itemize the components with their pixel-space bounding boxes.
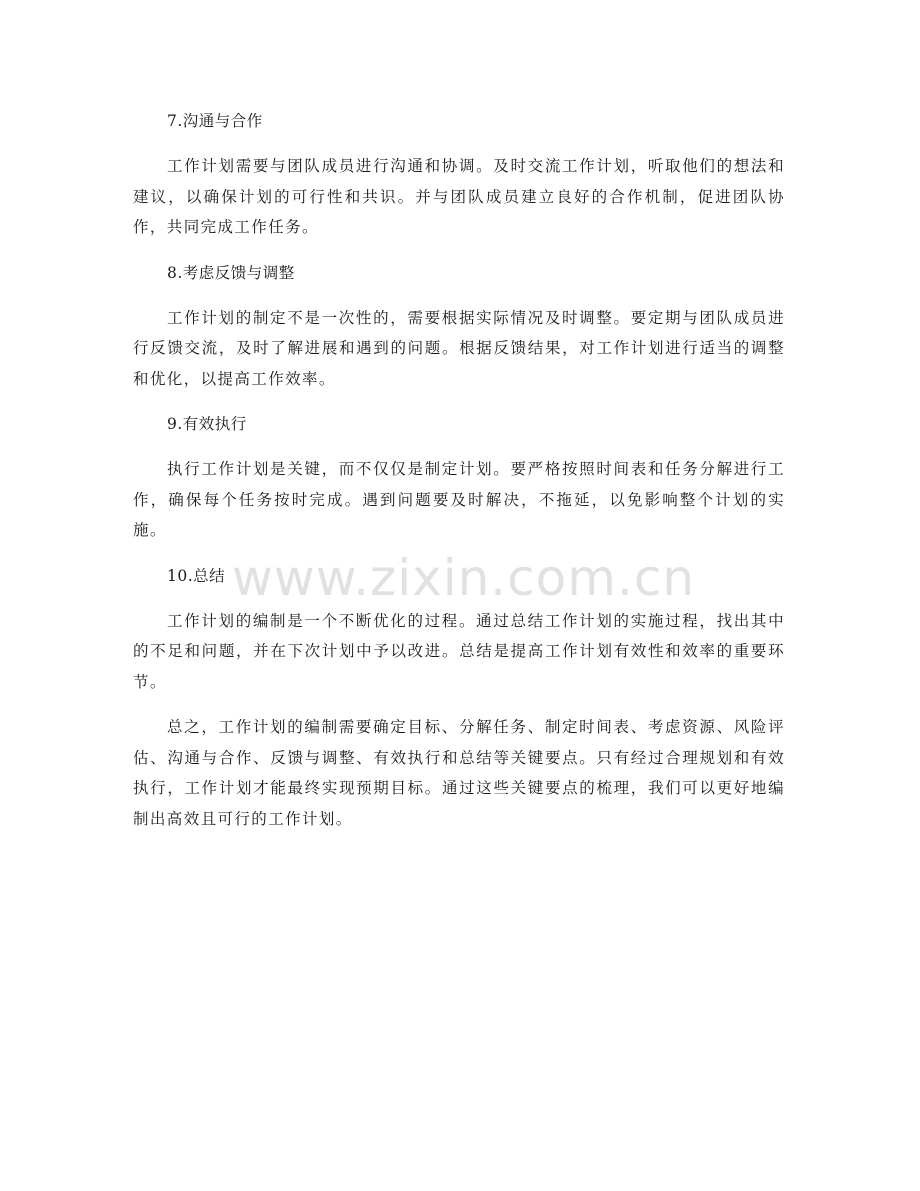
section-heading-feedback: 8.考虑反馈与调整 xyxy=(167,263,295,282)
section-heading-communication: 7.沟通与合作 xyxy=(167,112,263,130)
watermark: www.zixin.com.cn xyxy=(232,549,696,607)
document-content xyxy=(133,106,785,849)
section-heading-execution: 9.有效执行 xyxy=(167,415,247,433)
section-body-execution: 执行工作计划是关键，而不仅仅是制定计划。要严格按照时间表和任务分解进行工作，确保每个任务按时完成。遇到问题要及时解决，不拖延，以免影响整个计划的实施。 xyxy=(133,460,785,539)
section-body-feedback: 工作计划的制定不是一次性的，需要根据实际情况及时调整。要定期与团队成员进行反馈交流，及时了解进展和遇到的问题。根据反馈结果，对工作计划进行适当的调整和优化，以提高工作效率。 xyxy=(133,308,785,388)
section-heading-summary: 10.总结 xyxy=(167,566,226,585)
section-body-summary: 工作计划的编制是一个不断优化的过程。通过总结工作计划的实施过程，找出其中的不足和问题，并在下次计划中予以改进。总结是提高工作计划有效性和效率的重要环节。 xyxy=(133,611,785,691)
section-body-communication: 工作计划需要与团队成员进行沟通和协调。及时交流工作计划，听取他们的想法和建议，以确保计划的可行性和共识。并与团队成员建立良好的合作机制，促进团队协作，共同完成工作任务。 xyxy=(133,157,785,236)
conclusion-paragraph: 总之，工作计划的编制需要确定目标、分解任务、制定时间表、考虑资源、风险评估、沟通与合作、反馈与调整、有效执行和总结等关键要点。只有经过合理规划和有效执行，工作计划才能最终实现预期目标。通过这些关键要点的梳理，我们可以更好地编制出高效且可行的工作计划。 xyxy=(133,718,785,828)
